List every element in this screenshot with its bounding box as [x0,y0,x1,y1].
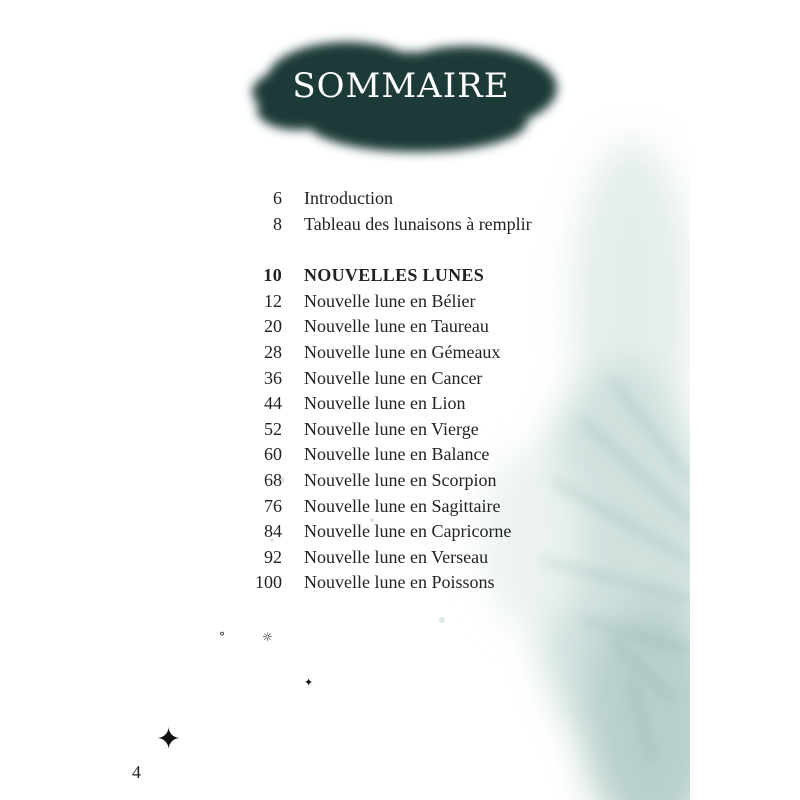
large-star-icon: ✦ [156,722,182,757]
toc-entry [112,314,572,340]
document-page [112,0,690,800]
toc-entry [112,570,572,596]
toc-page-number: 68 [264,469,282,490]
toc-entry [112,545,572,571]
toc-section-heading [112,263,572,289]
toc-label: Nouvelle lune en Taureau [304,316,489,337]
toc-entry-tableau [112,212,572,238]
toc-label: Tableau des lunaisons à remplir [304,213,532,234]
toc-entry [112,289,572,315]
table-of-contents [112,186,572,596]
toc-label: Nouvelle lune en Poissons [304,572,495,593]
small-circle-icon: ° [219,630,225,644]
sparkle-icon: ☼ [262,630,273,644]
toc-label: Nouvelle lune en Vierge [304,418,479,439]
toc-page-number: 92 [264,546,282,567]
page-number: 4 [132,762,141,782]
toc-page-number: 6 [273,188,282,208]
toc-label: Nouvelle lune en Lion [304,393,466,414]
toc-page-number: 84 [264,521,282,542]
toc-page-number: 44 [264,393,282,414]
toc-label: Nouvelle lune en Balance [304,444,490,465]
toc-entry [112,340,572,366]
toc-page-number: 12 [264,290,282,311]
small-star-icon: ✦ [304,676,314,689]
toc-page-number: 8 [273,213,282,234]
page-title: SOMMAIRE [292,66,510,106]
toc-label: Nouvelle lune en Cancer [304,367,483,388]
toc-entry-introduction [112,186,572,212]
toc-entry [112,442,572,468]
toc-label: Nouvelle lune en Scorpion [304,469,497,490]
toc-entry [112,417,572,443]
toc-page-number: 36 [264,367,282,388]
toc-page-number: 20 [264,316,282,337]
toc-page-number: 28 [264,341,282,362]
toc-page-number: 100 [255,572,282,593]
toc-entry [112,366,572,392]
toc-page-number: 60 [264,444,282,465]
toc-label: Nouvelle lune en Gémeaux [304,341,501,362]
toc-page-number: 10 [263,265,282,286]
toc-page-number: 76 [264,495,282,516]
toc-label: Nouvelle lune en Sagittaire [304,495,501,516]
toc-label: Introduction [304,188,393,208]
toc-entry [112,494,572,520]
toc-section-label: NOUVELLES LUNES [304,265,485,286]
toc-entry [112,468,572,494]
toc-label: Nouvelle lune en Bélier [304,290,476,311]
toc-label: Nouvelle lune en Capricorne [304,521,512,542]
toc-label: Nouvelle lune en Verseau [304,546,489,567]
page-margin [690,0,800,800]
toc-entry [112,519,572,545]
toc-page-number: 52 [264,418,282,439]
toc-entry [112,391,572,417]
toc-spacer [112,237,572,263]
